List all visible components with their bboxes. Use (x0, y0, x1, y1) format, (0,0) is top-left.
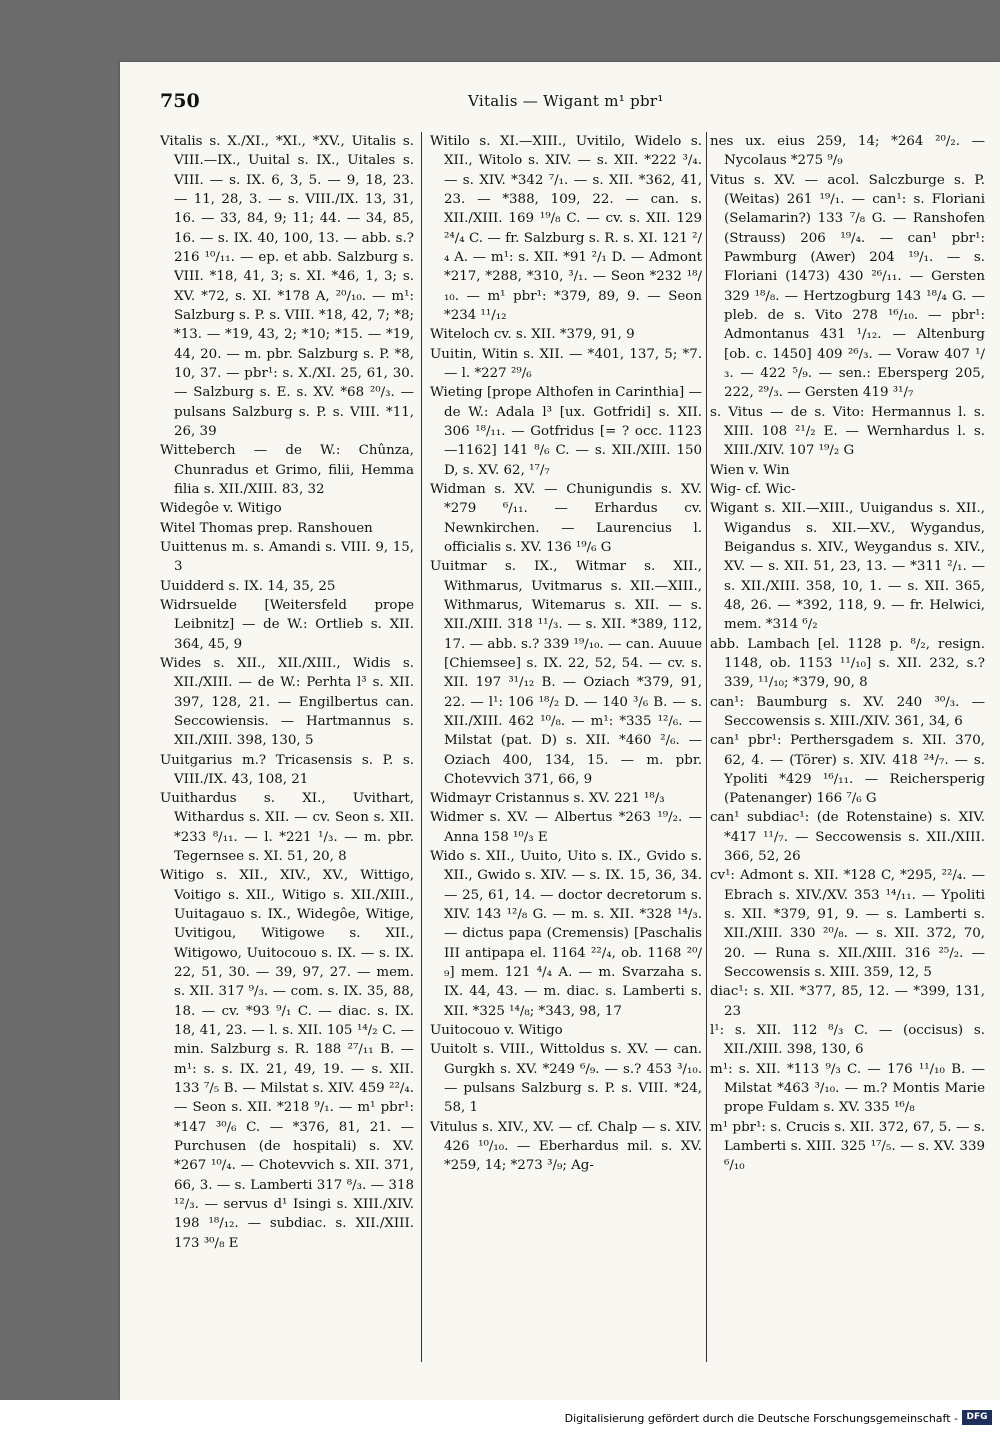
index-entry: Wien v. Win (710, 462, 790, 478)
index-entry: Uuittenus m. s. Amandi s. VIII. 9, 15, 3 (160, 539, 414, 575)
index-entry: Witel Thomas prep. Ranshouen (160, 520, 373, 536)
index-entry: Wigant s. XII.—XIII., Uuigandus s. XII., Wigandus s. XII.—XV., Wygandus, Beigandus s. XIV., Weygandus s. XIV., XV. — s. XII. 51, 23, 13. — *311 ²/₁. — s. XII./XIII. 358, 10, 1. — s. XII. 365, 48, 26. — *392, 118, 9. — fr. Helwici, mem. *314 ⁶/₂ (710, 501, 985, 633)
index-entry: Wido s. XII., Uuito, Uito s. IX., Gvido s. XII., Gwido s. XIV. — s. IX. 15, 36, 34. — 25, 61, 14. — doctor decretorum s. XIV. 143 ¹²/₈ G. — m. s. XII. *328 ¹⁴/₃. — dictus papa (Cremensis) [Paschalis III antipapa el. 1164 ²²/₄, ob. 1168 ²⁰/₉] mem. 121 ⁴/₄ A. — m. Svarzaha s. IX. 44, 43. — m. diac. s. Lamberti s. XII. *325 ¹⁴/₈; *343, 98, 17 (430, 849, 702, 1019)
index-entry: can¹: Baumburg s. XV. 240 ³⁰/₃. — Seccowensis s. XIII./XIV. 361, 34, 6 (710, 694, 985, 729)
running-head: Vitalis — Wigant m¹ pbr¹ (468, 92, 664, 110)
index-entry: m¹ pbr¹: s. Crucis s. XII. 372, 67, 5. — s. Lamberti s. XIII. 325 ¹⁷/₅. — s. XV. 339 ⁶/₁₀ (710, 1119, 985, 1174)
index-entry: Uuitocouo v. Witigo (430, 1023, 563, 1039)
dfg-logo: DFG (962, 1410, 992, 1425)
index-entry: Vitulus s. XIV., XV. — cf. Chalp — s. XIV. 426 ¹⁰/₁₀. — Eberhardus mil. s. XV. *259, 14; *273 ³/₉; Ag- (430, 1119, 702, 1174)
index-entry: Wides s. XII., XII./XIII., Widis s. XII./XIII. — de W.: Perhta l³ s. XII. 397, 128, 21. — Engilbertus can. Seccowiensis. — Hartmannus s. XII./XIII. 398, 130, 5 (160, 655, 414, 749)
index-entry: Widman s. XV. — Chunigundis s. XV. *279 ⁶/₁₁. — Erhardus cv. Newnkirchen. — Laurencius l. officialis s. XV. 136 ¹⁹/₆ G (430, 481, 702, 555)
index-entry: abb. Lambach [el. 1128 p. ⁸/₂, resign. 1148, ob. 1153 ¹¹/₁₀] s. XII. 232, s.? 339, ¹¹/₁₀; *379, 90, 8 (710, 636, 985, 691)
index-entry: Widegôe v. Witigo (160, 501, 282, 517)
footer-credit: Digitalisierung gefördert durch die Deutsche Forschungsgemeinschaft - (564, 1412, 958, 1425)
index-entry: Uuitgarius m.? Tricasensis s. P. s. VIII./IX. 43, 108, 21 (160, 752, 414, 787)
index-entry: Witilo s. XI.—XIII., Uvitilo, Widelo s. XII., Witolo s. XIV. — s. XII. *222 ³/₄. — s. XIV. *342 ⁷/₁. — s. XII. *362, 41, 23. — *388, 109, 22. — can. s. XII./XIII. 169 ¹⁹/₈ C. — cv. s. XII. 129 ²⁴/₄ C. — fr. Salzburg s. R. s. XI. 121 ²/₄ A. — m¹: s. XII. *91 ²/₁ D. — Admont *217, *288, *310, ³/₁. — Seon *232 ¹⁸/₁₀. — m¹ pbr¹: *379, 89, 9. — Seon *234 ¹¹/₁₂ (430, 134, 702, 323)
index-entry: Vitalis s. X./XI., *XI., *XV., Uitalis s. VIII.—IX., Uuital s. IX., Uitales s. VIII. — s. IX. 6, 3, 5. — 9, 18, 23. — 11, 28, 3. — s. VIII./IX. 13, 31, 16. — 33, 84, 9; 11; 44. — 34, 85, 16. — s. IX. 40, 100, 13. — abb. s.? 216 ¹⁰/₁₁. — ep. et abb. Salzburg s. VIII. *18, 41, 3; s. XI. *46, 1, 3; s. XV. *72, s. XI. *178 A, ²⁰/₁₀. — m¹: Salzburg s. P. s. VIII. *18, 42, 7; *8; *13. — *19, 43, 2; *10; *15. — *19, 44, 20. — m. pbr. Salzburg s. P. *8, 10, 37. — pbr¹: s. X./XI. 25, 61, 30. — Salzburg s. E. s. XV. *68 ²⁰/₃. — pulsans Salzburg s. P. s. VIII. *11, 26, 39 (160, 134, 414, 439)
column-3 (710, 132, 985, 1362)
index-entry: cv¹: Admont s. XII. *128 C, *295, ²²/₄. — Ebrach s. XIV./XV. 353 ¹⁴/₁₁. — Ypoliti s. XII. *379, 91, 9. — s. Lamberti s. XII./XIII. 330 ²⁰/₈. — s. XII. 372, 70, 20. — Runa s. XII./XIII. 316 ²⁵/₂. — Seccowensis s. XIII. 359, 12, 5 (710, 868, 985, 981)
document-page (120, 62, 1000, 1400)
index-entry: s. Vitus — de s. Vito: Hermannus l. s. XIII. 108 ²¹/₂ E. — Wernhardus l. s. XIII./XIV. 107 ¹⁹/₂ G (710, 404, 985, 459)
index-entry: Wig- cf. Wic- (710, 481, 796, 497)
index-entry: Vitus s. XV. — acol. Salczburge s. P. (Weitas) 261 ¹⁹/₁. — can¹: s. Floriani (Selamarin?) 133 ⁷/₈ G. — Ranshofen (Strauss) 206 ¹⁹/₄. — can¹ pbr¹: Pawmburg (Awer) 204 ¹⁹/₁. — s. Floriani (1473) 430 ²⁶/₁₁. — Gersten 329 ¹⁸/₈. — Hertzogburg 143 ¹⁸/₄ G. — pleb. de s. Vito 278 ¹⁶/₁₀. — pbr¹: Admontanus 431 ¹/₁₂. — Altenburg [ob. c. 1450] 409 ²⁶/₃. — Voraw 407 ¹/₃. — 422 ⁵/₉. — sen.: Ebersperg 205, 222, ²⁹/₃. — Gersten 419 ³¹/₇ (710, 172, 985, 401)
index-entry: Widmer s. XV. — Albertus *263 ¹⁹/₂. — Anna 158 ¹⁰/₃ E (430, 810, 702, 845)
index-entry: l¹: s. XII. 112 ⁸/₃ C. — (occisus) s. XII./XIII. 398, 130, 6 (710, 1023, 985, 1058)
column-divider (421, 132, 422, 1362)
index-entry: can¹ subdiac¹: (de Rotenstaine) s. XIV. *417 ¹¹/₇. — Seccowensis s. XII./XIII. 366, 52, 26 (710, 810, 985, 865)
index-entry: diac¹: s. XII. *377, 85, 12. — *399, 131, 23 (710, 984, 985, 1019)
index-entry: Uuitmar s. IX., Witmar s. XII., Withmarus, Uvitmarus s. XII.—XIII., Withmarus, Witemarus s. XII. — s. XII./XIII. 318 ¹¹/₃. — s. XII. *389, 112, 17. — abb. s.? 339 ¹⁹/₁₀. — can. Auuue [Chiemsee] s. IX. 22, 52, 54. — cv. s. XII. 197 ³¹/₁₂ B. — Oziach *379, 91, 22. — l¹: 106 ¹⁸/₂ D. — 140 ³/₆ B. — s. XII./XIII. 462 ¹⁰/₈. — m¹: *335 ¹²/₆. — Milstat (pat. D) s. XII. *460 ²/₆. — Oziach 400, 134, 15. — m. pbr. Chotevvich 371, 66, 9 (430, 559, 702, 787)
index-entry: can¹ pbr¹: Perthersgadem s. XII. 370, 62, 4. — (Törer) s. XIV. 418 ²⁴/₇. — s. Ypoliti *429 ¹⁶/₁₁. — Reichersperig (Patenanger) 166 ⁷/₆ G (710, 733, 985, 807)
index-entry: Witeloch cv. s. XII. *379, 91, 9 (430, 327, 635, 343)
column-1 (160, 132, 414, 1362)
index-entry: m¹: s. XII. *113 ⁹/₃ C. — 176 ¹¹/₁₀ B. — Milstat *463 ³/₁₀. — m.? Montis Marie prope Fuldam s. XV. 335 ¹⁶/₈ (710, 1061, 985, 1116)
index-entry: Witteberch — de W.: Chûnza, Chunradus et Grimo, filii, Hemma filia s. XII./XIII. 83, 32 (160, 443, 414, 497)
page-number: 750 (160, 90, 200, 112)
index-entry: Uuitolt s. VIII., Wittoldus s. XV. — can. Gurgkh s. XV. *249 ⁶/₉. — s.? 453 ³/₁₀. — pulsans Salzburg s. P. s. VIII. *24, 58, 1 (430, 1042, 702, 1116)
index-entry: Uuidderd s. IX. 14, 35, 25 (160, 578, 336, 594)
index-entry: Uuitin, Witin s. XII. — *401, 137, 5; *7. — l. *227 ²⁹/₆ (430, 346, 702, 381)
index-entry: Widmayr Cristannus s. XV. 221 ¹⁸/₃ (430, 791, 665, 807)
index-entry: Wieting [prope Althofen in Carinthia] — de W.: Adala l³ [ux. Gotfridi] s. XII. 306 ¹⁸/₁₁. — Gotfridus [= ? occ. 1123—1162] 141 ⁸/₆ C. — s. XII./XIII. 150 D, s. XV. 62, ¹⁷/₇ (430, 385, 702, 478)
index-entry: nes ux. eius 259, 14; *264 ²⁰/₂. — Nycolaus *275 ⁹/₉ (710, 134, 985, 169)
column-divider (706, 132, 707, 1362)
column-2 (430, 132, 702, 1362)
index-entry: Uuithardus s. XI., Uvithart, Withardus s. XII. — cv. Seon s. XII. *233 ⁸/₁₁. — l. *221 ¹/₃. — m. pbr. Tegernsee s. XI. 51, 20, 8 (160, 791, 414, 865)
index-entry: Witigo s. XII., XIV., XV., Wittigo, Voitigo s. XII., Witigo s. XII./XIII., Uuitagauo s. IX., Widegôe, Witige, Uvitigou, Witigowe s. XII., Witigowo, Uuitocouo s. IX. — s. IX. 22, 51, 30. — 39, 97, 27. — mem. s. XII. 317 ⁹/₃. — com. s. IX. 35, 88, 18. — cv. *93 ⁹/₁ C. — diac. s. IX. 18, 41, 23. — l. s. XII. 105 ¹⁴/₂ C. — min. Salzburg s. R. 188 ²⁷/₁₁ B. — m¹: s. s. IX. 21, 49, 19. — s. XII. 133 ⁷/₅ B. — Milstat s. XIV. 459 ²²/₄. — Seon s. XII. *218 ⁹/₁. — m¹ pbr¹: *147 ³⁰/₆ C. — *376, 81, 21. — Purchusen (de hospitali) s. XV. *267 ¹⁰/₄. — Chotevvich s. XII. 371, 66, 3. — s. Lamberti 317 ⁸/₃. — 318 ¹²/₃. — servus d¹ Isingi s. XIII./XIV. 198 ¹⁸/₁₂. — subdiac. s. XII./XIII. 173 ³⁰/₈ E (160, 868, 414, 1251)
index-entry: Widrsuelde [Weitersfeld prope Leibnitz] — de W.: Ortlieb s. XII. 364, 45, 9 (160, 597, 414, 652)
